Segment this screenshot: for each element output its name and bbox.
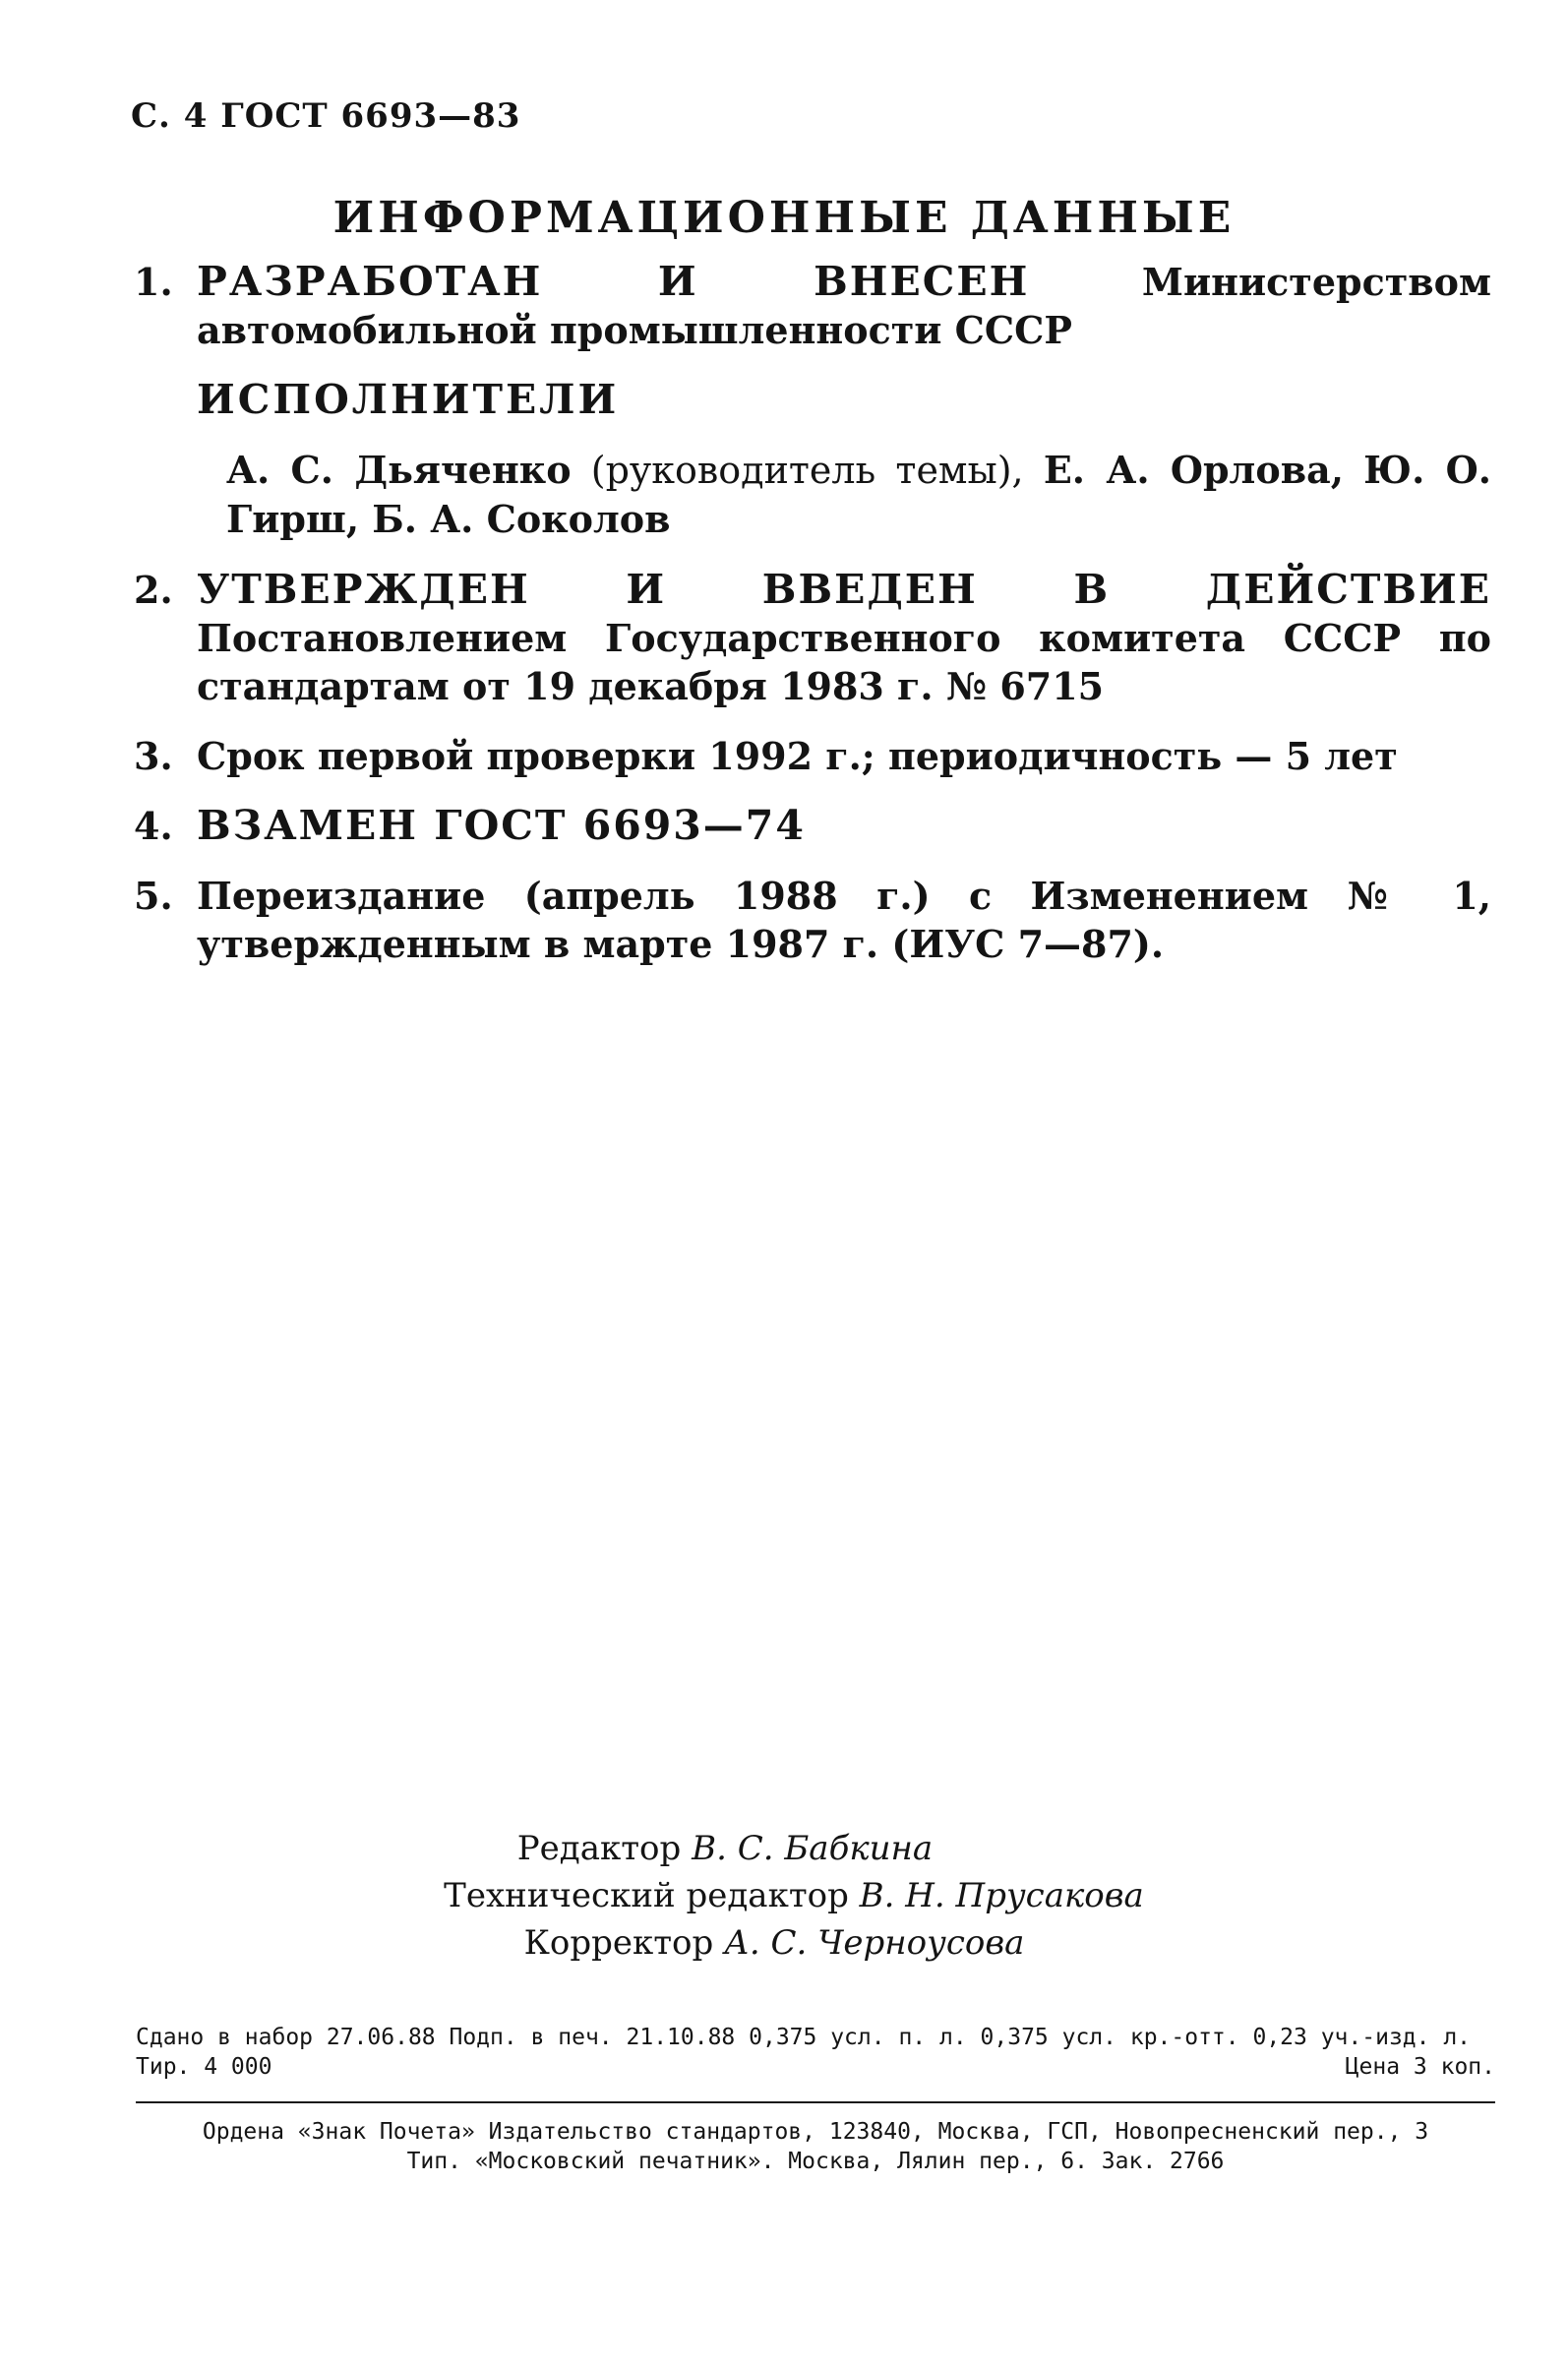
item-number: 5.	[134, 874, 173, 918]
item-caps: УТВЕРЖДЕН И ВВЕДЕН В ДЕЙСТВИЕ	[197, 566, 1491, 613]
executors-list	[197, 446, 1491, 544]
item-number: 1.	[134, 260, 173, 304]
publisher-line: Ордена «Знак Почета» Издательство стандартов, 123840, Москва, ГСП, Новопресненский пер., 3	[202, 2119, 1429, 2145]
divider	[136, 2101, 1495, 2103]
item-body	[197, 566, 1491, 710]
corrector-name: А. С. Черноусова	[724, 1923, 1025, 1963]
info-list	[134, 258, 1491, 990]
executor-role: (руководитель темы),	[590, 449, 1024, 492]
item-text: Срок первой проверки 1992 г.; периодичность — 5 лет	[197, 734, 1398, 778]
editor-line	[0, 1825, 1568, 1872]
printing-house-line: Тип. «Московский печатник». Москва, Лялин пер., 6. Зак. 2766	[406, 2149, 1225, 2174]
publisher-info	[136, 2117, 1495, 2176]
page-header: С. 4 ГОСТ 6693—83	[131, 96, 521, 136]
item-text: Постановлением Государственного комитета СССР по стандартам от 19 декабря 1983 г. № 6715	[197, 616, 1491, 708]
editors-block	[0, 1825, 1568, 1967]
print-details-line: Сдано в набор 27.06.88 Подп. в печ. 21.10.88 0,375 усл. п. л. 0,375 усл. кр.-отт. 0,23 уч.-изд. л.	[136, 2025, 1472, 2050]
executor-name: Е. А. Орлова,	[1043, 448, 1344, 492]
item-number: 4.	[134, 804, 173, 848]
tech-editor-name: В. Н. Прусакова	[859, 1876, 1144, 1915]
editor-name: В. С. Бабкина	[692, 1829, 934, 1868]
item-text: Переиздание (апрель 1988 г.) с Изменением № 1, утвержденным в марте 1987 г. (ИУС 7—87).	[197, 874, 1491, 966]
item-body	[197, 258, 1491, 354]
item-caps: ВЗАМЕН ГОСТ 6693—74	[197, 802, 806, 849]
list-item	[134, 732, 1491, 780]
item-number: 3.	[134, 734, 173, 778]
executors-title: ИСПОЛНИТЕЛИ	[197, 376, 620, 423]
page-title: ИНФОРМАЦИОННЫЕ ДАННЫЕ	[332, 193, 1236, 243]
item-caps: РАЗРАБОТАН И ВНЕСЕН	[197, 258, 1030, 305]
price: Цена 3 коп.	[1345, 2054, 1495, 2080]
print-details-row	[136, 2052, 1495, 2082]
corrector-line	[0, 1919, 1568, 1967]
corrector-label: Корректор	[523, 1923, 714, 1963]
print-details	[136, 2023, 1495, 2082]
list-item	[134, 872, 1491, 968]
item-number: 2.	[134, 568, 173, 612]
list-item	[134, 566, 1491, 710]
item-text: Министерством автомобильной промышленности СССР	[197, 260, 1492, 352]
tech-editor-line	[20, 1872, 1568, 1919]
executor-lead: А. С. Дьяченко	[226, 448, 572, 492]
list-item	[134, 802, 1491, 850]
executor-names: Ю. О. Гирш, Б. А. Соколов	[226, 448, 1491, 541]
list-item	[134, 258, 1491, 544]
tech-editor-label: Технический редактор	[444, 1876, 849, 1915]
circulation: Тир. 4 000	[136, 2054, 272, 2080]
editor-label: Редактор	[516, 1829, 682, 1868]
